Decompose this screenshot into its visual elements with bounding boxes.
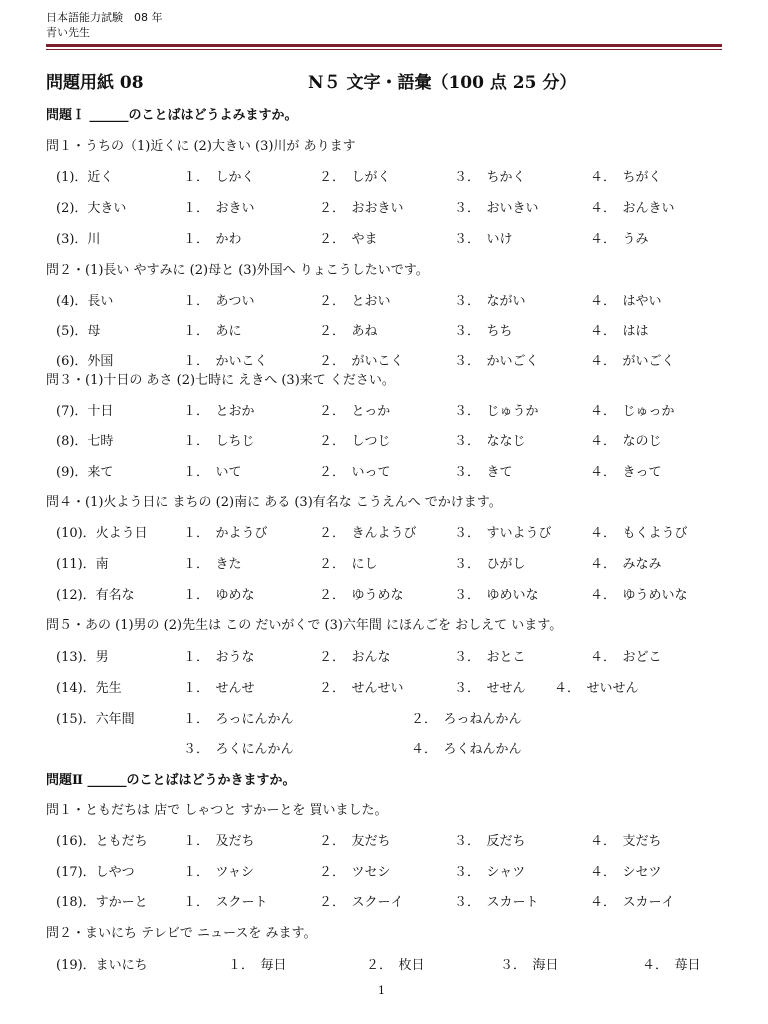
option-1: １． 及だち — [183, 834, 255, 849]
option-4: ４． スカーイ — [590, 895, 675, 910]
item-number: (6)．外国 — [56, 354, 114, 369]
option-2: ２． 枚日 — [366, 958, 425, 973]
option-3: ３． すいようび — [454, 526, 552, 541]
option-1: １． ろっにんかん — [183, 712, 294, 727]
item-number: (17)．しやつ — [56, 865, 135, 880]
option-1: １． かいこく — [183, 354, 268, 369]
option-1: １． せんせ — [183, 681, 255, 696]
option-3: ３． ゆめいな — [454, 588, 539, 603]
option-2: ２． ツセシ — [319, 865, 391, 880]
option-4: ４． ろくねんかん — [411, 742, 522, 757]
item-number: (3)．川 — [56, 232, 101, 247]
option-4: ４． ゆうめいな — [590, 588, 688, 603]
header-rule-thin — [46, 49, 722, 50]
item-number: (13)．男 — [56, 650, 109, 665]
option-1: １． しちじ — [183, 434, 255, 449]
item-number: (14)．先生 — [56, 681, 122, 696]
option-4: ４． はは — [590, 324, 649, 339]
option-4: ４． なのじ — [590, 434, 662, 449]
option-3: ３． シャツ — [454, 865, 526, 880]
option-3: ３． じゅうか — [454, 404, 539, 419]
option-2: ２． しがく — [319, 170, 391, 185]
option-4: ４． うみ — [590, 232, 649, 247]
option-4: ４． 支だち — [590, 834, 662, 849]
option-2: ２． きんようび — [319, 526, 417, 541]
question-sentence: 問１・ともだちは 店で しゃつと すかーとを 買いました。 — [46, 803, 388, 818]
item-number: (7)．十日 — [56, 404, 114, 419]
option-2: ２． あね — [319, 324, 378, 339]
item-number: (12)．有名な — [56, 588, 135, 603]
option-4: ４． おどこ — [590, 650, 662, 665]
option-2: ２． おおきい — [319, 201, 404, 216]
option-2: ２． おんな — [319, 650, 391, 665]
item-number: (1)．近く — [56, 170, 114, 185]
page-number: 1 — [378, 984, 385, 997]
item-number: (16)．ともだち — [56, 834, 148, 849]
option-3: ３． きて — [454, 465, 513, 480]
option-2: ２． ゆうめな — [319, 588, 404, 603]
option-4: ４． きって — [590, 465, 662, 480]
item-number: (8)．七時 — [56, 434, 114, 449]
option-3: ３． ちち — [454, 324, 513, 339]
option-2: ２． がいこく — [319, 354, 404, 369]
option-4: ４． シセツ — [590, 865, 662, 880]
test-title: N５ 文字・語彙（100 点 25 分） — [308, 73, 577, 93]
header-rule-thick — [46, 44, 722, 47]
option-1: １． かわ — [183, 232, 242, 247]
option-3: ３． かいごく — [454, 354, 539, 369]
item-number: (18)．すかーと — [56, 895, 148, 910]
item-number: (11)．南 — [56, 557, 109, 572]
option-3: ３． スカート — [454, 895, 539, 910]
option-2: ２． とっか — [319, 404, 391, 419]
option-3: ３． ながい — [454, 294, 526, 309]
option-4: ４． おんきい — [590, 201, 675, 216]
option-1: １． あつい — [183, 294, 255, 309]
option-1: １． あに — [183, 324, 242, 339]
option-4: ４． がいごく — [590, 354, 675, 369]
question-sentence: 問３・(1)十日の あさ (2)七時に えきへ (3)来て ください。 — [46, 373, 395, 388]
question-sentence: 問４・(1)火よう日に まちの (2)南に ある (3)有名な こうえんへ でかけます。 — [46, 495, 502, 510]
option-2: ２． とおい — [319, 294, 391, 309]
option-2: ２． スクーイ — [319, 895, 404, 910]
header-exam-line: 日本語能力試験 08 年 — [46, 11, 163, 24]
question-sentence: 問５・あの (1)男の (2)先生は この だいがくで (3)六年間 にほんごを おしえて います。 — [46, 618, 563, 633]
option-1: １． いて — [183, 465, 242, 480]
option-3: ３． おいきい — [454, 201, 539, 216]
option-3: ３． ちかく — [454, 170, 526, 185]
item-number: (5)．母 — [56, 324, 101, 339]
option-3: ３． 海日 — [500, 958, 559, 973]
item-number: (15)．六年間 — [56, 712, 135, 727]
option-1: １． きた — [183, 557, 242, 572]
option-3: ３． ろくにんかん — [183, 742, 294, 757]
section-title: 問題Ｉ ______のことばはどうよみますか。 — [46, 108, 298, 123]
option-1: １． ツャシ — [183, 865, 254, 880]
option-4: ４． じゅっか — [590, 404, 675, 419]
option-3: ３． ななじ — [454, 434, 526, 449]
option-1: １． しかく — [183, 170, 255, 185]
item-number: (2)．大きい — [56, 201, 127, 216]
item-number: (9)．来て — [56, 465, 114, 480]
option-2: ２． いって — [319, 465, 391, 480]
option-1: １． かようび — [183, 526, 268, 541]
option-1: １． とおか — [183, 404, 255, 419]
option-4: ４． せいせん — [554, 681, 639, 696]
item-number: (19)．まいにち — [56, 958, 148, 973]
option-1: １． ゆめな — [183, 588, 255, 603]
option-3: ３． 反だち — [454, 834, 526, 849]
item-number: (4)．長い — [56, 294, 114, 309]
header-author-line: 青い先生 — [46, 26, 90, 39]
option-1: １． おきい — [183, 201, 255, 216]
option-2: ２． にし — [319, 557, 378, 572]
option-4: ４． みなみ — [590, 557, 662, 572]
option-4: ４． もくようび — [590, 526, 688, 541]
option-3: ３． おとこ — [454, 650, 526, 665]
option-2: ２． やま — [319, 232, 378, 247]
option-4: ４． 苺日 — [642, 958, 701, 973]
option-2: ２． 友だち — [319, 834, 391, 849]
section-title: 問題Ⅱ ______のことばはどうかきますか。 — [46, 773, 296, 788]
option-4: ４． ちがく — [590, 170, 662, 185]
question-sentence: 問２・まいにち テレビで ニュースを みます。 — [46, 926, 317, 941]
question-sentence: 問２・(1)長い やすみに (2)母と (3)外国へ りょこうしたいです。 — [46, 263, 429, 278]
paper-title: 問題用紙 08 — [46, 73, 144, 93]
question-sentence: 問１・うちの（1)近くに (2)大きい (3)川が あります — [46, 139, 356, 154]
option-2: ２． しつじ — [319, 434, 391, 449]
option-3: ３． いけ — [454, 232, 513, 247]
option-1: １． 毎日 — [228, 958, 287, 973]
option-3: ３． ひがし — [454, 557, 526, 572]
option-2: ２． ろっねんかん — [411, 712, 522, 727]
option-1: １． スクート — [183, 895, 268, 910]
option-3: ３． せせん — [454, 681, 526, 696]
item-number: (10)．火よう日 — [56, 526, 148, 541]
option-1: １． おうな — [183, 650, 255, 665]
document-header — [46, 10, 163, 40]
option-4: ４． はやい — [590, 294, 662, 309]
option-2: ２． せんせい — [319, 681, 404, 696]
